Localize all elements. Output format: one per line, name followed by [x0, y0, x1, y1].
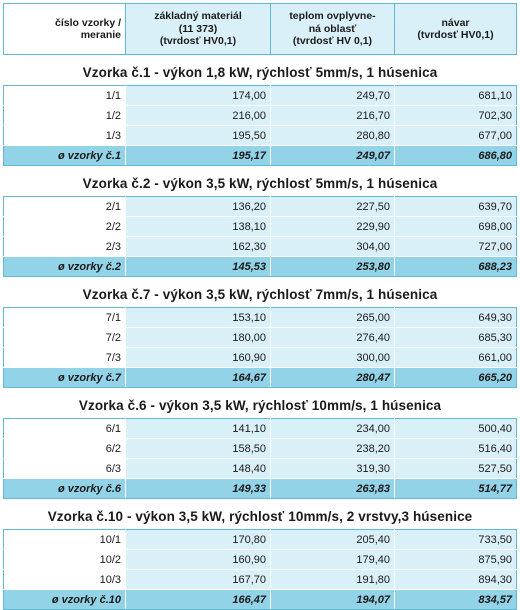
- base-material-value: 162,30: [126, 237, 271, 257]
- measurement-label: 10/1: [4, 530, 126, 550]
- average-row: [4, 368, 517, 388]
- measurement-label: 1/3: [4, 126, 126, 146]
- average-base-material: 164,67: [126, 368, 271, 388]
- base-material-value: 153,10: [126, 308, 271, 328]
- base-material-value: 195,50: [126, 126, 271, 146]
- table-row: [4, 348, 517, 368]
- measurement-label: 6/2: [4, 439, 126, 459]
- average-base-material: 149,33: [126, 479, 271, 499]
- average-label: ø vzorky č.7: [4, 368, 126, 388]
- weld-value: 639,70: [395, 197, 517, 217]
- haz-value: 300,00: [271, 348, 395, 368]
- header-line: (tvrdosť HV0,1): [159, 35, 237, 48]
- header-line: ná oblasť: [308, 22, 357, 35]
- average-haz: 249,07: [271, 146, 395, 166]
- haz-value: 234,00: [271, 419, 395, 439]
- table-row: [4, 550, 517, 570]
- average-base-material: 195,17: [126, 146, 271, 166]
- measurement-label: 10/2: [4, 550, 126, 570]
- measurement-label: 2/2: [4, 217, 126, 237]
- base-material-value: 160,90: [126, 550, 271, 570]
- table-header-row: [4, 4, 517, 55]
- measurement-label: 7/2: [4, 328, 126, 348]
- table-row: [4, 570, 517, 590]
- average-base-material: 145,53: [126, 257, 271, 277]
- average-label: ø vzorky č.2: [4, 257, 126, 277]
- base-material-value: 180,00: [126, 328, 271, 348]
- header-sample-measurement: [4, 4, 126, 55]
- measurement-label: 10/3: [4, 570, 126, 590]
- average-label: ø vzorky č.6: [4, 479, 126, 499]
- haz-value: 304,00: [271, 237, 395, 257]
- header-weld-overlay: [395, 4, 517, 55]
- haz-value: 238,20: [271, 439, 395, 459]
- sample-section-title: Vzorka č.1 - výkon 1,8 kW, rýchlosť 5mm/s, 1 húsenica: [4, 55, 517, 86]
- base-material-value: 216,00: [126, 106, 271, 126]
- table-row: [4, 126, 517, 146]
- weld-value: 875,90: [395, 550, 517, 570]
- base-material-value: 170,80: [126, 530, 271, 550]
- sample-section-row: [4, 388, 517, 419]
- weld-value: 649,30: [395, 308, 517, 328]
- average-haz: 194,07: [271, 590, 395, 610]
- average-weld: 514,77: [395, 479, 517, 499]
- table-row: [4, 106, 517, 126]
- sample-section-title: Vzorka č.6 - výkon 3,5 kW, rýchlosť 10mm/s, 1 húsenica: [4, 388, 517, 419]
- table-row: [4, 217, 517, 237]
- average-row: [4, 146, 517, 166]
- average-haz: 263,83: [271, 479, 395, 499]
- table-row: [4, 308, 517, 328]
- average-haz: 280,47: [271, 368, 395, 388]
- haz-value: 191,80: [271, 570, 395, 590]
- weld-value: 733,50: [395, 530, 517, 550]
- header-base-material: [126, 4, 271, 55]
- weld-value: 702,30: [395, 106, 517, 126]
- header-line: (tvrdosť HV 0,1): [292, 35, 373, 48]
- weld-value: 894,30: [395, 570, 517, 590]
- table-row: [4, 328, 517, 348]
- weld-value: 677,00: [395, 126, 517, 146]
- sample-section-title: Vzorka č.2 - výkon 3,5 kW, rýchlosť 5mm/s, 1 húsenica: [4, 166, 517, 197]
- base-material-value: 141,10: [126, 419, 271, 439]
- table-row: [4, 439, 517, 459]
- measurement-label: 7/3: [4, 348, 126, 368]
- average-row: [4, 590, 517, 610]
- haz-value: 265,00: [271, 308, 395, 328]
- header-line: návar: [441, 16, 470, 29]
- header-heat-affected-zone: [271, 4, 395, 55]
- weld-value: 685,30: [395, 328, 517, 348]
- table-row: [4, 419, 517, 439]
- sample-section-title: Vzorka č.7 - výkon 3,5 kW, rýchlosť 7mm/s, 1 húsenica: [4, 277, 517, 308]
- base-material-value: 174,00: [126, 86, 271, 106]
- header-line: (tvrdosť HV0,1): [417, 29, 494, 41]
- average-base-material: 166,47: [126, 590, 271, 610]
- measurement-label: 1/2: [4, 106, 126, 126]
- haz-value: 205,40: [271, 530, 395, 550]
- average-label: ø vzorky č.1: [4, 146, 126, 166]
- weld-value: 516,40: [395, 439, 517, 459]
- hardness-table-sheet: [3, 3, 516, 610]
- weld-value: 727,00: [395, 237, 517, 257]
- average-weld: 686,80: [395, 146, 517, 166]
- haz-value: 280,80: [271, 126, 395, 146]
- haz-value: 319,30: [271, 459, 395, 479]
- weld-value: 698,00: [395, 217, 517, 237]
- weld-value: 500,40: [395, 419, 517, 439]
- weld-value: 661,00: [395, 348, 517, 368]
- measurement-label: 7/1: [4, 308, 126, 328]
- average-row: [4, 479, 517, 499]
- table-row: [4, 459, 517, 479]
- base-material-value: 138,10: [126, 217, 271, 237]
- measurement-label: 1/1: [4, 86, 126, 106]
- table-body: [4, 55, 517, 610]
- average-weld: 834,57: [395, 590, 517, 610]
- average-label: ø vzorky č.10: [4, 590, 126, 610]
- sample-section-row: [4, 55, 517, 86]
- base-material-value: 148,40: [126, 459, 271, 479]
- header-line: základný materiál: [154, 10, 242, 23]
- header-line: číslo vzorky /: [55, 16, 121, 29]
- sample-section-row: [4, 277, 517, 308]
- base-material-value: 158,50: [126, 439, 271, 459]
- measurement-label: 6/1: [4, 419, 126, 439]
- header-line: teplom ovplyvne-: [289, 10, 376, 23]
- haz-value: 227,50: [271, 197, 395, 217]
- average-haz: 253,80: [271, 257, 395, 277]
- header-line: (11 373): [178, 22, 218, 35]
- haz-value: 216,70: [271, 106, 395, 126]
- sample-section-row: [4, 166, 517, 197]
- sample-section-title: Vzorka č.10 - výkon 3,5 kW, rýchlosť 10mm/s, 2 vrstvy,3 húsenice: [4, 499, 517, 530]
- haz-value: 249,70: [271, 86, 395, 106]
- haz-value: 179,40: [271, 550, 395, 570]
- weld-value: 681,10: [395, 86, 517, 106]
- average-weld: 665,20: [395, 368, 517, 388]
- measurement-label: 2/3: [4, 237, 126, 257]
- table-row: [4, 237, 517, 257]
- average-weld: 688,23: [395, 257, 517, 277]
- header-line: meranie: [80, 29, 121, 41]
- base-material-value: 136,20: [126, 197, 271, 217]
- measurement-label: 6/3: [4, 459, 126, 479]
- hardness-table: [3, 3, 517, 610]
- table-row: [4, 530, 517, 550]
- base-material-value: 167,70: [126, 570, 271, 590]
- measurement-label: 2/1: [4, 197, 126, 217]
- base-material-value: 160,90: [126, 348, 271, 368]
- haz-value: 276,40: [271, 328, 395, 348]
- sample-section-row: [4, 499, 517, 530]
- table-row: [4, 197, 517, 217]
- weld-value: 527,50: [395, 459, 517, 479]
- haz-value: 229,90: [271, 217, 395, 237]
- average-row: [4, 257, 517, 277]
- table-row: [4, 86, 517, 106]
